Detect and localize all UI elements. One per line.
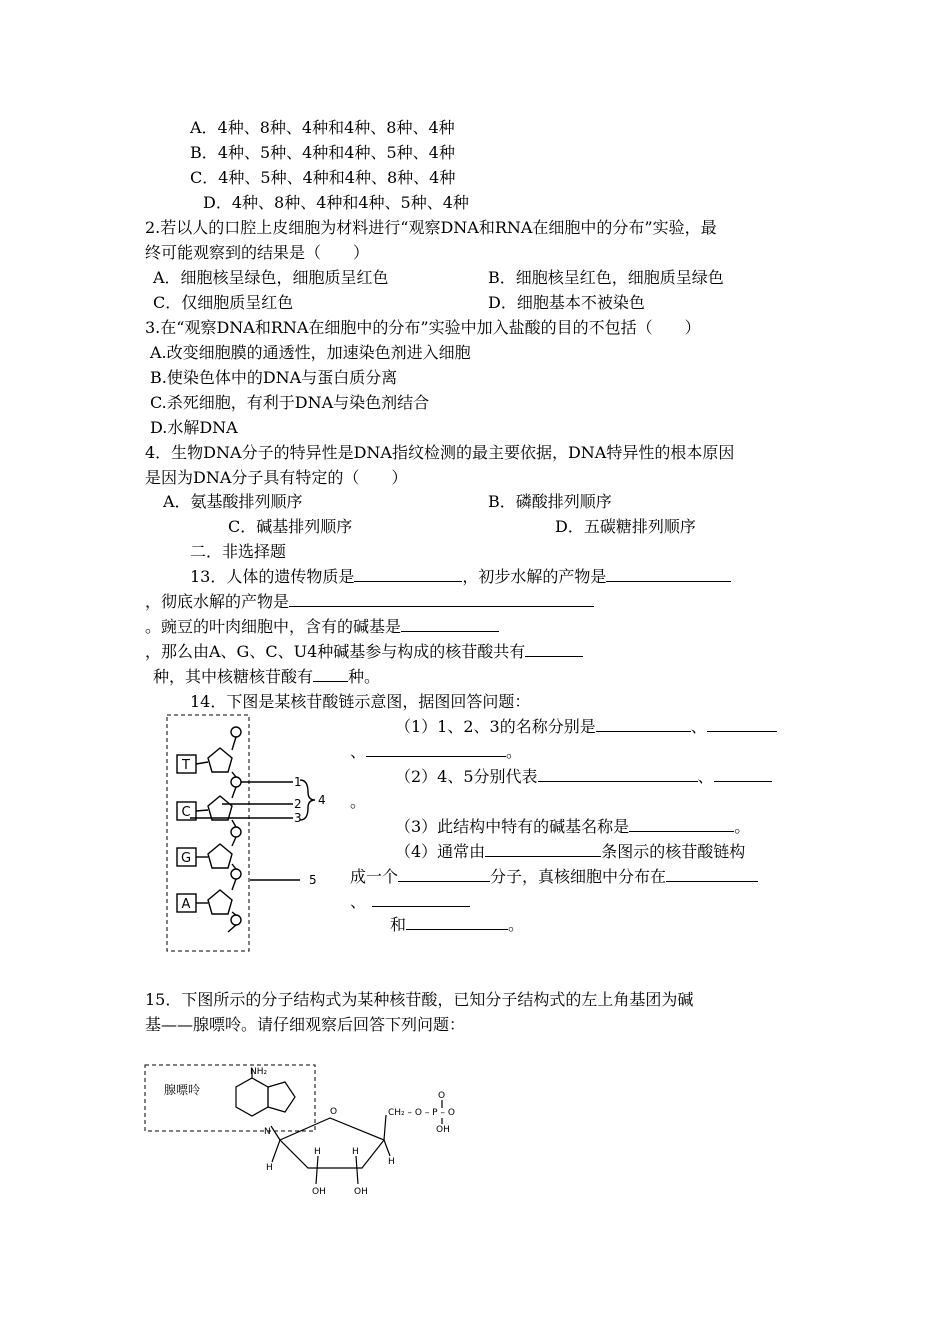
oh-label-1: OH <box>312 1187 326 1197</box>
q14-blank-7[interactable] <box>485 842 601 857</box>
q3-option-a: A.改变细胞膜的通透性，加速染色剂进入细胞 <box>150 343 471 362</box>
phosphate-circle-1 <box>231 727 241 737</box>
q4-option-a: A．氨基酸排列顺序 <box>163 492 303 511</box>
q2-stem-line1: 2.若以人的口腔上皮细胞为材料进行“观察DNA和RNA在细胞中的分布”实验，最 <box>145 218 717 237</box>
q14-blank-5[interactable] <box>714 767 772 782</box>
label-1: 1 <box>294 775 302 789</box>
h-label-4: H <box>388 1157 395 1167</box>
q13-blank-4[interactable] <box>401 617 499 632</box>
q14-blank-9[interactable] <box>666 867 758 882</box>
q14-text-4b: 条图示的核苷酸链构 <box>601 842 746 861</box>
q14-part4-line3 <box>350 892 470 912</box>
q15-stem-line1: 15．下图所示的分子结构式为某种核苷酸，已知分子结构式的左上角基团为碱 <box>145 990 694 1009</box>
h-label-1: H <box>266 1163 273 1173</box>
q13-line2 <box>145 592 594 612</box>
label-4: 4 <box>318 793 326 807</box>
q14-blank-8[interactable] <box>398 867 490 882</box>
label-3: 3 <box>294 811 302 825</box>
sugar-pentagon-2 <box>208 796 232 820</box>
q14-text-4a: （4）通常由 <box>395 842 486 861</box>
q2-option-d: D．细胞基本不被染色 <box>488 293 645 312</box>
q13-text-a: 13．人体的遗传物质是 <box>190 567 355 586</box>
q13-text-d: 。豌豆的叶肉细胞中，含有的碱基是 <box>145 617 402 636</box>
q14-part1-line2 <box>350 742 522 762</box>
section-title: 二．非选择题 <box>190 542 287 561</box>
h-label-3: H <box>352 1147 359 1157</box>
q14-part2-line1 <box>395 767 772 787</box>
phosphate-oh-label: OH <box>436 1125 450 1135</box>
q14-text-1c: 、 <box>350 742 367 761</box>
q14-blank-2[interactable] <box>707 717 777 732</box>
phosphate-o-label: O <box>438 1091 446 1101</box>
base-label-t: T <box>182 758 190 773</box>
q14-blank-11[interactable] <box>406 915 508 930</box>
q14-text-4g: 。 <box>508 915 525 934</box>
q4-stem-line2: 是因为DNA分子具有特定的（ ） <box>145 468 408 487</box>
q14-part2-line2: 。 <box>350 792 367 811</box>
q14-part4-line4 <box>390 915 524 935</box>
q13-blank-6[interactable] <box>313 667 348 682</box>
q3-option-d: D.水解DNA <box>150 418 238 437</box>
q14-blank-3[interactable] <box>366 742 506 757</box>
q4-option-c: C．碱基排列顺序 <box>228 517 353 536</box>
q14-part4-line1 <box>395 842 745 862</box>
q1-option-c: C．4种、5种、4种和4种、8种、4种 <box>190 168 456 187</box>
q2-option-c: C．仅细胞质呈红色 <box>153 293 294 312</box>
sugar-pentagon-3 <box>208 844 232 868</box>
q14-part3 <box>395 817 750 837</box>
q14-text-1b: 、 <box>690 717 707 736</box>
base-label-a: A <box>181 897 191 912</box>
label-2: 2 <box>294 797 302 811</box>
ring-n-label: N <box>264 1127 271 1137</box>
q3-stem: 3.在“观察DNA和RNA在细胞中的分布”实验中加入盐酸的目的不包括（ ） <box>145 318 701 337</box>
base-label-g: G <box>180 851 192 866</box>
brace-4 <box>300 780 315 820</box>
q14-part4-line2 <box>350 867 758 887</box>
adenine-dashed-box <box>145 1065 315 1131</box>
q13-text-c: ，彻底水解的产物是 <box>145 592 290 611</box>
q4-stem-line1: 4．生物DNA分子的特异性是DNA指纹检测的最主要依据，DNA特异性的根本原因 <box>145 443 735 462</box>
oh-label-2: OH <box>354 1187 368 1197</box>
q14-blank-6[interactable] <box>629 817 734 832</box>
q13-text-g: 种。 <box>348 667 381 686</box>
q13-blank-2[interactable] <box>606 567 731 582</box>
q13-line1 <box>190 567 731 587</box>
q13-line5 <box>153 667 380 687</box>
q14-text-3a: （3）此结构中特有的碱基名称是 <box>395 817 630 836</box>
q14-part1-line1 <box>395 717 777 737</box>
q2-option-b: B．细胞核呈红色，细胞质呈绿色 <box>488 268 724 287</box>
adenine-six-ring <box>236 1078 268 1116</box>
q2-option-a: A．细胞核呈绿色，细胞质呈红色 <box>153 268 389 287</box>
q14-text-1a: （1）1、2、3的名称分别是 <box>395 717 596 736</box>
q14-text-3b: 。 <box>734 817 751 836</box>
q14-blank-10[interactable] <box>372 892 470 907</box>
phosphate-circle-4 <box>231 869 241 879</box>
q14-blank-4[interactable] <box>538 767 698 782</box>
base-label-c: C <box>181 805 191 820</box>
q14-text-2b: 、 <box>697 767 714 786</box>
q15-stem-line2: 基——腺嘌呤。请仔细观察后回答下列问题： <box>145 1015 466 1034</box>
q2-stem-line2: 终可能观察到的结果是（ ） <box>145 243 370 262</box>
q1-option-d: D．4种、8种、4种和4种、5种、4种 <box>203 193 469 212</box>
q1-option-b: B．4种、5种、4种和4种、5种、4种 <box>190 143 455 162</box>
q14-blank-1[interactable] <box>596 717 691 732</box>
q14-text-4e: 、 <box>350 892 367 911</box>
q13-text-e: ，那么由A、G、C、U4种碱基参与构成的核苷酸共有 <box>145 642 526 661</box>
nucleotide-chain-diagram <box>150 710 330 960</box>
q14-text-4f: 和 <box>390 915 407 934</box>
glycosidic-bond <box>271 1126 280 1140</box>
q13-text-f: 种，其中核糖核苷酸有 <box>153 667 314 686</box>
q3-option-b: B.使染色体中的DNA与蛋白质分离 <box>150 368 398 387</box>
label-5: 5 <box>309 873 317 887</box>
q4-option-d: D．五碳糖排列顺序 <box>555 517 696 536</box>
q13-blank-3[interactable] <box>289 592 594 607</box>
ring-o-label: O <box>330 1107 338 1117</box>
phosphate-circle-3 <box>231 827 241 837</box>
adenosine-nucleotide-diagram <box>140 1060 480 1210</box>
q14-text-2a: （2）4、5分别代表 <box>395 767 538 786</box>
phosphate-chain-label: CH₂ – O – P – O <box>388 1108 455 1118</box>
q13-line3 <box>145 617 499 637</box>
adenine-five-ring <box>268 1082 295 1112</box>
nh2-label: NH₂ <box>250 1067 268 1077</box>
ribose-ring <box>280 1118 384 1168</box>
q13-line4 <box>145 642 583 662</box>
phosphate-circle-2 <box>231 777 241 787</box>
q1-option-a: A．4种、8种、4种和4种、8种、4种 <box>190 118 455 137</box>
q14-text-4c: 成一个 <box>350 867 399 886</box>
q13-text-b: ，初步水解的产物是 <box>462 567 607 586</box>
q4-option-b: B．磷酸排列顺序 <box>488 492 612 511</box>
sugar-pentagon-4 <box>208 890 232 914</box>
q13-blank-5[interactable] <box>525 642 583 657</box>
sugar-pentagon-1 <box>208 748 232 772</box>
q13-blank-1[interactable] <box>354 567 462 582</box>
h-label-2: H <box>314 1147 321 1157</box>
phosphate-circle-5 <box>231 915 241 925</box>
q14-stem: 14．下图是某核苷酸链示意图，据图回答问题： <box>190 692 531 711</box>
q3-option-c: C.杀死细胞，有利于DNA与染色剂结合 <box>150 393 430 412</box>
adenine-box-label: 腺嘌呤 <box>164 1083 201 1097</box>
q14-text-4d: 分子，真核细胞中分布在 <box>490 867 667 886</box>
q14-text-1d: 。 <box>506 742 523 761</box>
